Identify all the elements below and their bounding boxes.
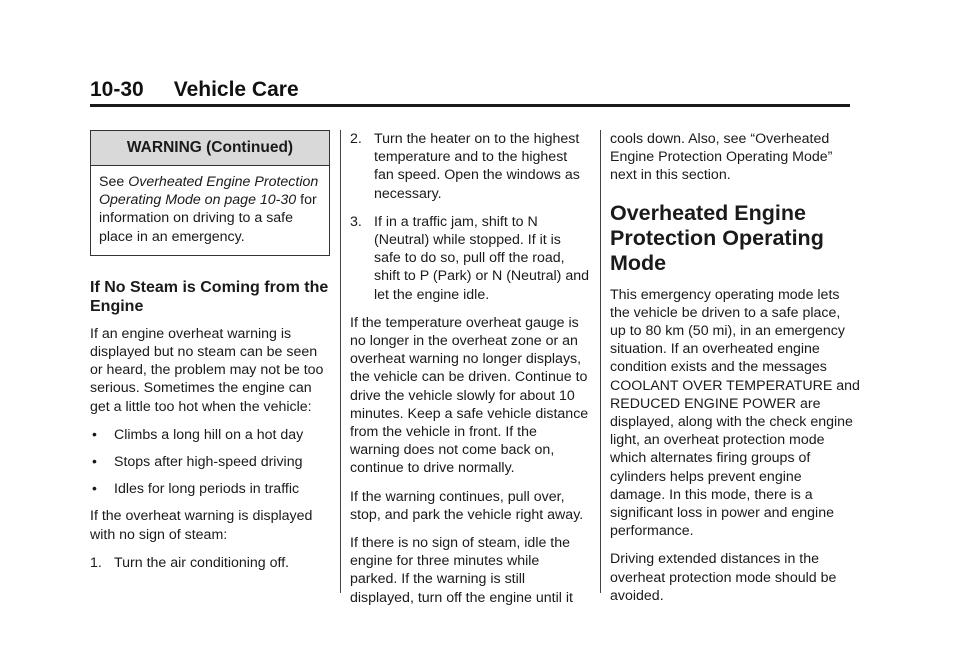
warning-text-suffix: for information on driving to a safe place in an emergency. [99,192,317,245]
warning-text-prefix: See [99,174,129,190]
step-number: 3. [350,213,362,230]
bullet-icon: • [92,480,97,497]
page-number: 10-30 [90,78,144,101]
paragraph: This emergency operating mode lets the vehicle be driven to a safe place, up to 80 km (50 mi), in an emergency situation. If an overheated engine condition exists and the messages COOLANT OVER TEMPERATURE and REDUCED ENGINE POWER are displayed, along with the check engine light, an overheat protection mode which alternates firing groups of cylinders helps prevent engine damage. In this mode, there is a significant loss in power and engine performance. [610,286,860,540]
section-heading-no-steam: If No Steam is Coming from the Engine [90,278,329,316]
step-text: Turn the air conditioning off. [114,554,290,571]
paragraph: If there is no sign of steam, idle the engine for three minutes while parked. If the warning is still displayed, turn off the engine until it [350,535,573,606]
header-rule [90,104,850,107]
section-title: Vehicle Care [173,78,299,101]
column-2 [350,130,590,617]
list-item-text: Climbs a long hill on a hot day [114,426,304,443]
column-1 [90,130,330,582]
warning-body [91,166,329,255]
step-text: Turn the heater on to the highest temperature and to the highest fan speed. Open the windows as necessary. [374,131,580,202]
step-item [90,554,330,572]
paragraph: If the temperature overheat gauge is no longer in the overheat zone or an overheat warning no longer displays, the vehicle can be driven. Continue to drive the vehicle slowly for about 10 minutes. Keep a safe vehicle distance from the vehicle in front. If the warning does not come back on, continue to drive normally. [350,314,589,477]
list-item [90,426,330,444]
warning-title: WARNING (Continued) [91,131,329,166]
column-3 [610,130,860,615]
bullet-icon: • [92,453,97,470]
section-heading-protection-mode: Overheated Engine Protection Operating Mode [610,200,824,275]
step-list [90,554,330,572]
paragraph: cools down. Also, see “Overheated Engine Protection Operating Mode” next in this section. [610,131,833,184]
step-item [350,130,590,203]
paragraph: Driving extended distances in the overheat protection mode should be avoided. [610,551,837,604]
paragraph: If an engine overheat warning is displayed but no steam can be seen or heard, the problem may not be too serious. Sometimes the engine can get a little too hot when the vehicle: [90,325,324,415]
paragraph: If the warning continues, pull over, stop, and park the vehicle right away. [350,488,584,523]
column-divider-1 [340,130,341,593]
list-item [90,480,330,498]
bullet-list [90,426,330,499]
warning-box [90,130,330,256]
step-number: 1. [90,554,102,571]
step-number: 2. [350,131,362,147]
warning-cross-reference: Overheated Engine Protection Operating Mode on page 10-30 [99,174,319,209]
list-item-text: Stops after high-speed driving [114,454,303,471]
step-list [350,130,590,304]
bullet-icon: • [92,425,97,442]
page-header [90,78,299,102]
step-text: If in a traffic jam, shift to N (Neutral) while stopped. If it is safe to do so, pull off the road, shift to P (Park) or N (Neutral) and let the engine idle. [374,213,589,303]
paragraph: If the overheat warning is displayed with no sign of steam: [90,508,313,543]
list-item [90,453,330,471]
step-item [350,213,590,304]
list-item-text: Idles for long periods in traffic [114,481,300,498]
column-divider-2 [600,130,601,593]
